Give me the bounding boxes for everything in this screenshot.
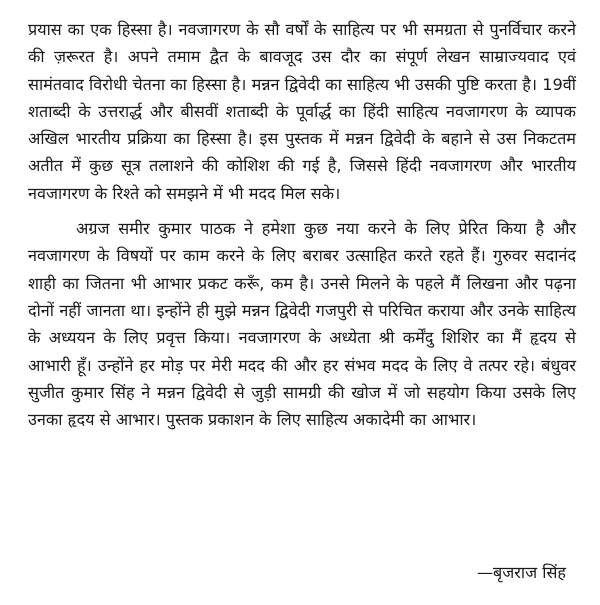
document-body — [28, 16, 576, 433]
paragraph-line: द्विवेदी गजपुरी से परिचित कराया और उनके साहित्य के अध्ययन के लिए प्रवृत्त — [28, 300, 576, 348]
paragraph-line: कुछ सूत्र तलाशने की कोशिश की गई है, जिससे हिंदी नवजागरण और भारतीय — [89, 156, 576, 176]
paragraph-line: साहित्य भी उसकी पुष्टि करता है। 19वीं शताब्दी के उत्तरार्द्ध और बीसवीं शताब्दी — [28, 74, 576, 121]
paragraph-2 — [28, 215, 576, 433]
paragraph-line: साहित्य अकादेमी का आभार। — [305, 410, 477, 430]
paragraph-line: हिस्सा है। इस पुस्तक में मन्नन द्विवेदी के बहाने से उस निकटतम अतीत में — [28, 129, 576, 176]
paragraph-line: अग्रज समीर कुमार पाठक ने हमेशा कुछ नया करने के लिए प्रेरित किया — [76, 219, 536, 239]
paragraph-line: किया। नवजागरण के अध्येता श्री कर्मेंदु शिशिर का मैं हृदय से आभारी हूँ। — [28, 328, 576, 375]
paragraph-line: पुनर्विचार करने की ज़रूरत है। अपने तमाम द्वैत के बावजूद उस दौर का संपूर्ण — [28, 20, 576, 67]
paragraph-line: के पहले मैं लिखना और पढ़ना दोनों नहीं जानता था। इन्होंने ही मुझे मन्नन — [28, 273, 577, 320]
paragraph-line: लेखन साम्राज्यवाद एवं सामंतवाद विरोधी चेतना का हिस्सा है। मन्नन द्विवेदी का — [28, 47, 577, 94]
paragraph-line: उन्होंने हर मोड़ पर मेरी मदद की और हर संभव मदद के लिए वे तत्पर रहे। — [97, 355, 542, 375]
paragraph-line: हैं। गुरुवर सदानंद शाही का जितना भी आभार प्रकट करूँ, कम है। उनसे मिलने — [28, 246, 576, 293]
paragraph-1 — [28, 16, 576, 207]
paragraph-line: प्रयास का एक हिस्सा है। नवजागरण के सौ वर्षों के साहित्य पर भी समग्रता से — [28, 20, 490, 39]
paragraph-line: है और नवजागरण के विषयों पर काम करने के लिए बराबर उत्साहित करते रहते — [28, 219, 576, 266]
paragraph-line: सहयोग किया उसके लिए उनका हृदय से आभार। पुस्तक प्रकाशन के लिए — [28, 382, 576, 430]
paragraph-spacer — [28, 207, 576, 215]
paragraph-line: के पूर्वार्द्ध का हिंदी साहित्य नवजागरण के व्यापक अखिल भारतीय प्रक्रिया का — [28, 101, 576, 149]
author-signature: —बृजराज सिंह — [476, 563, 566, 582]
paragraph-line: बंधुवर सुजीत कुमार सिंह ने मन्नन द्विवेदी से जुड़ी सामग्री की खोज में जो — [28, 355, 576, 402]
paragraph-line: नवजागरण के रिश्ते को समझने में भी मदद मिल सके। — [28, 183, 341, 203]
